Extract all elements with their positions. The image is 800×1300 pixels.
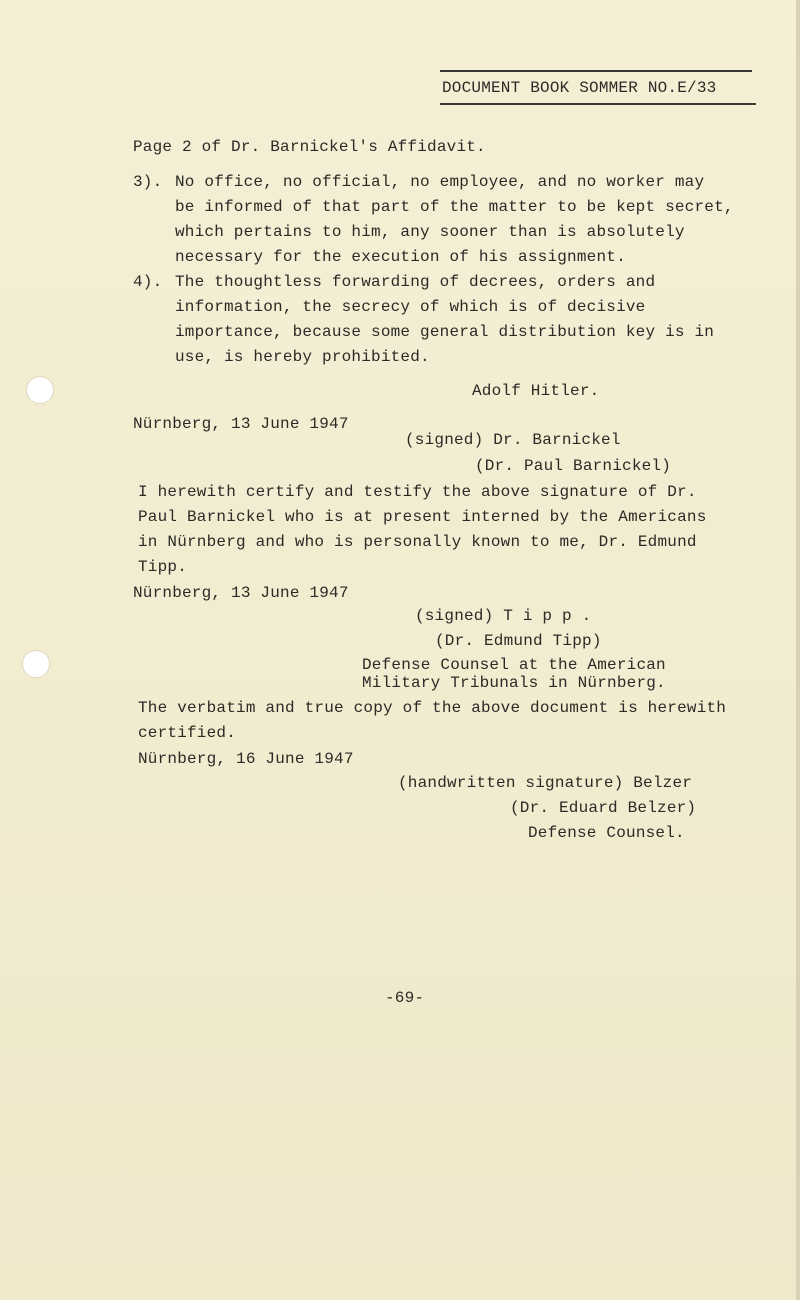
item4-number: 4). bbox=[133, 273, 163, 291]
header-rule-top bbox=[440, 70, 752, 72]
signed-barnickel: (signed) Dr. Barnickel bbox=[405, 431, 621, 449]
punch-hole-bottom bbox=[22, 650, 50, 678]
affidavit-title: Page 2 of Dr. Barnickel's Affidavit. bbox=[133, 138, 486, 156]
item3-line: be informed of that part of the matter to be kept secret, bbox=[175, 198, 734, 216]
header-rule-bottom bbox=[440, 103, 756, 105]
name-belzer: (Dr. Eduard Belzer) bbox=[510, 799, 697, 817]
punch-hole-top bbox=[26, 376, 54, 404]
role-belzer: Defense Counsel. bbox=[528, 824, 685, 842]
certify-line: I herewith certify and testify the above signature of Dr. bbox=[138, 483, 697, 501]
date-line-2: Nürnberg, 13 June 1947 bbox=[133, 584, 349, 602]
certify-line: Paul Barnickel who is at present interned by the Americans bbox=[138, 508, 707, 526]
name-tipp: (Dr. Edmund Tipp) bbox=[435, 632, 602, 650]
item3-line: which pertains to him, any sooner than is absolutely bbox=[175, 223, 685, 241]
date-line-1: Nürnberg, 13 June 1947 bbox=[133, 415, 349, 433]
verbatim-line: The verbatim and true copy of the above document is herewith bbox=[138, 699, 727, 717]
verbatim-line: certified. bbox=[138, 724, 237, 742]
signed-belzer: (handwritten signature) Belzer bbox=[398, 774, 693, 792]
item4-line: importance, because some general distribution key is in bbox=[175, 323, 715, 341]
item3-number: 3). bbox=[133, 173, 163, 191]
document-book-label: DOCUMENT BOOK SOMMER NO.E/33 bbox=[442, 79, 717, 97]
item4-line: use, is hereby prohibited. bbox=[175, 348, 430, 366]
item4-line: The thoughtless forwarding of decrees, orders and bbox=[175, 273, 656, 291]
certify-line: Tipp. bbox=[138, 558, 188, 576]
page-number: -69- bbox=[385, 989, 425, 1007]
role-tipp-line: Defense Counsel at the American bbox=[362, 656, 666, 674]
hitler-signature: Adolf Hitler. bbox=[472, 382, 600, 400]
certify-line: in Nürnberg and who is personally known to me, Dr. Edmund bbox=[138, 533, 697, 551]
item3-line: No office, no official, no employee, and no worker may bbox=[175, 173, 705, 191]
role-tipp-line: Military Tribunals in Nürnberg. bbox=[362, 674, 666, 692]
item3-line: necessary for the execution of his assignment. bbox=[175, 248, 626, 266]
signed-tipp: (signed) T i p p . bbox=[415, 607, 592, 625]
item4-line: information, the secrecy of which is of decisive bbox=[175, 298, 646, 316]
date-line-3: Nürnberg, 16 June 1947 bbox=[138, 750, 354, 768]
page-edge bbox=[796, 0, 800, 1300]
name-barnickel: (Dr. Paul Barnickel) bbox=[475, 457, 672, 475]
